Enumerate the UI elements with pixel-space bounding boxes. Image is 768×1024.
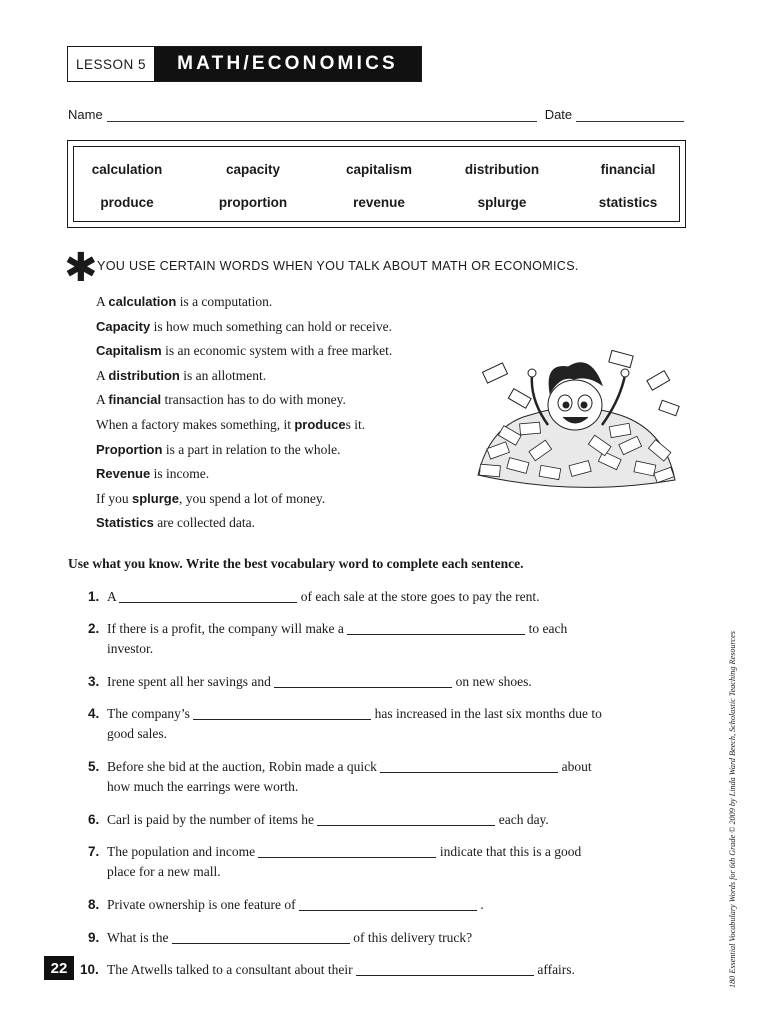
- name-field[interactable]: [107, 109, 537, 122]
- word-bank-item: proportion: [218, 195, 288, 210]
- definition: A calculation is a computation.: [96, 294, 273, 309]
- word-bank-inner: [73, 146, 680, 222]
- word-bank-item: distribution: [464, 162, 540, 177]
- sentence-item-9: 9. What is the of this delivery truck?: [88, 930, 473, 945]
- word-bank-item: capitalism: [345, 162, 413, 177]
- word-bank-item: calculation: [91, 162, 163, 177]
- sentence-item-4: 4. The company’s has increased in the last six months due to good sales.: [88, 706, 602, 741]
- answer-blank[interactable]: [380, 758, 558, 773]
- lesson-label: LESSON 5: [75, 56, 147, 72]
- name-label: Name: [68, 107, 103, 122]
- sentence-item-1: 1. A of each sale at the store goes to pay the rent.: [88, 589, 540, 604]
- date-label: Date: [544, 107, 573, 122]
- definition: Capitalism is an economic system with a free market.: [96, 343, 393, 359]
- definition: When a factory makes something, it produces it.: [96, 416, 366, 432]
- sentence-item-7: 7. The population and income indicate that this is a good place for a new mall.: [88, 844, 582, 879]
- copyright-credit: 180 Essential Vocabulary Words for 6th Grade © 2009 by Linda Ward Beech, Scholastic Teaching Resources: [728, 631, 737, 988]
- word-bank-item: produce: [100, 195, 154, 210]
- intro-text: YOU USE CERTAIN WORDS WHEN YOU TALK ABOUT MATH OR ECONOMICS.: [97, 259, 579, 273]
- answer-blank[interactable]: [258, 843, 436, 858]
- sentence-item-3: 3. Irene spent all her savings and on new shoes.: [88, 674, 532, 689]
- definition: Capacity is how much something can hold or receive.: [96, 318, 393, 334]
- page-number: 22: [44, 956, 74, 980]
- word-bank-item: splurge: [477, 195, 527, 210]
- lesson-title: MATH/ECONOMICS: [154, 47, 421, 81]
- instructions: Use what you know. Write the best vocabulary word to complete each sentence.: [68, 556, 524, 571]
- word-bank-item: revenue: [353, 195, 405, 210]
- sentence-item-5: 5. Before she bid at the auction, Robin made a quick about how much the earrings were worth.: [88, 759, 592, 794]
- word-bank-item: capacity: [225, 162, 281, 177]
- answer-blank[interactable]: [317, 811, 495, 826]
- answer-blank[interactable]: [299, 896, 477, 911]
- definition: A financial transaction has to do with money.: [96, 392, 346, 408]
- sentence-item-10: 10. The Atwells talked to a consultant about their affairs.: [80, 962, 575, 977]
- sentence-item-6: 6. Carl is paid by the number of items he each day.: [88, 812, 549, 827]
- answer-blank[interactable]: [193, 705, 371, 720]
- lesson-header: [67, 46, 422, 82]
- asterisk-icon: ✱: [64, 246, 98, 290]
- answer-blank[interactable]: [274, 673, 452, 688]
- word-bank-item: statistics: [598, 195, 658, 210]
- name-date-row: [68, 104, 688, 122]
- sentence-item-2: 2. If there is a profit, the company will make a to each investor.: [88, 621, 568, 656]
- answer-blank[interactable]: [356, 961, 534, 976]
- money-pile-illustration: [470, 345, 680, 500]
- word-bank: [67, 140, 686, 228]
- answer-blank[interactable]: [172, 929, 350, 944]
- definition: A distribution is an allotment.: [96, 367, 267, 383]
- word-bank-item: financial: [600, 162, 656, 177]
- date-field[interactable]: [576, 109, 684, 122]
- definition: Proportion is a part in relation to the whole.: [96, 441, 341, 457]
- definitions-list: [96, 292, 392, 538]
- definition: Statistics are collected data.: [96, 515, 255, 531]
- sentence-item-8: 8. Private ownership is one feature of .: [88, 897, 484, 912]
- answer-blank[interactable]: [119, 588, 297, 603]
- answer-blank[interactable]: [347, 620, 525, 635]
- definition: Revenue is income.: [96, 466, 210, 482]
- definition: If you splurge, you spend a lot of money.: [96, 490, 326, 506]
